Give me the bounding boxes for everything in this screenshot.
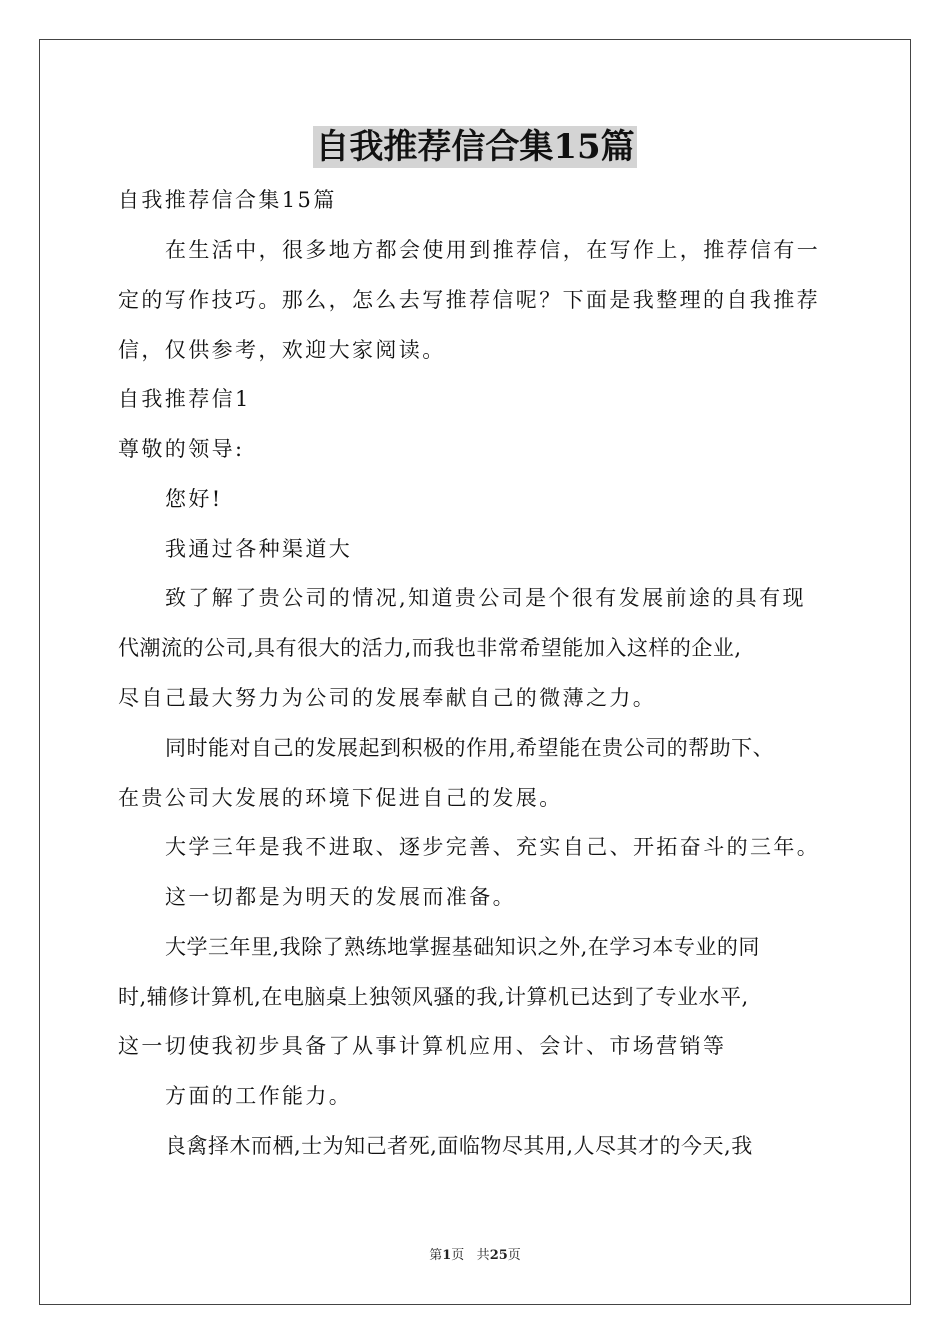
salutation-line: 尊敬的领导: (118, 437, 245, 461)
total-prefix: 共 (476, 1248, 490, 1263)
paragraph-line: 信，仅供参考，欢迎大家阅读。 (118, 338, 446, 362)
paragraph-line: 我通过各种渠道大 (165, 537, 353, 561)
paragraph-line: 时,辅修计算机,在电脑桌上独领风骚的我,计算机已达到了专业水平, (118, 985, 749, 1009)
paragraph-line: 致了解了贵公司的情况,知道贵公司是个很有发展前途的具有现 (165, 586, 806, 610)
page-frame (39, 39, 911, 1305)
paragraph-line: 在贵公司大发展的环境下促进自己的发展。 (118, 786, 563, 810)
paragraph-line: 这一切都是为明天的发展而准备。 (165, 885, 516, 909)
document-title: 自我推荐信合集15篇 (315, 127, 635, 167)
subtitle-line: 自我推荐信合集15篇 (118, 188, 337, 212)
paragraph-line: 尽自己最大努力为公司的发展奉献自己的微薄之力。 (118, 686, 657, 710)
paragraph-line: 代潮流的公司,具有很大的活力,而我也非常希望能加入这样的企业, (118, 636, 742, 660)
paragraph-line: 这一切使我初步具备了从事计算机应用、会计、市场营销等 (118, 1034, 727, 1058)
current-page-number: 1 (442, 1248, 452, 1263)
paragraph-line: 定的写作技巧。那么，怎么去写推荐信呢？下面是我整理的自我推荐 (118, 288, 820, 312)
paragraph-line: 良禽择木而栖,士为知己者死,面临物尽其用,人尽其才的今天,我 (165, 1134, 753, 1158)
total-suffix: 页 (507, 1248, 521, 1263)
page-suffix: 页 (451, 1248, 465, 1263)
document-title-wrapper (0, 126, 950, 168)
paragraph-line: 在生活中，很多地方都会使用到推荐信，在写作上，推荐信有一 (165, 238, 821, 262)
paragraph-line: 大学三年是我不进取、逐步完善、充实自己、开拓奋斗的三年。 (165, 835, 821, 859)
paragraph-line: 同时能对自己的发展起到积极的作用,希望能在贵公司的帮助下、 (165, 736, 775, 760)
total-pages: 25 (489, 1248, 508, 1263)
page-footer (0, 1247, 950, 1265)
section-heading: 自我推荐信1 (118, 387, 251, 411)
paragraph-line: 大学三年里,我除了熟练地掌握基础知识之外,在学习本专业的同 (165, 935, 760, 959)
page-prefix: 第 (429, 1248, 443, 1263)
paragraph-line: 方面的工作能力。 (165, 1084, 353, 1108)
greeting-line: 您好! (165, 487, 223, 511)
